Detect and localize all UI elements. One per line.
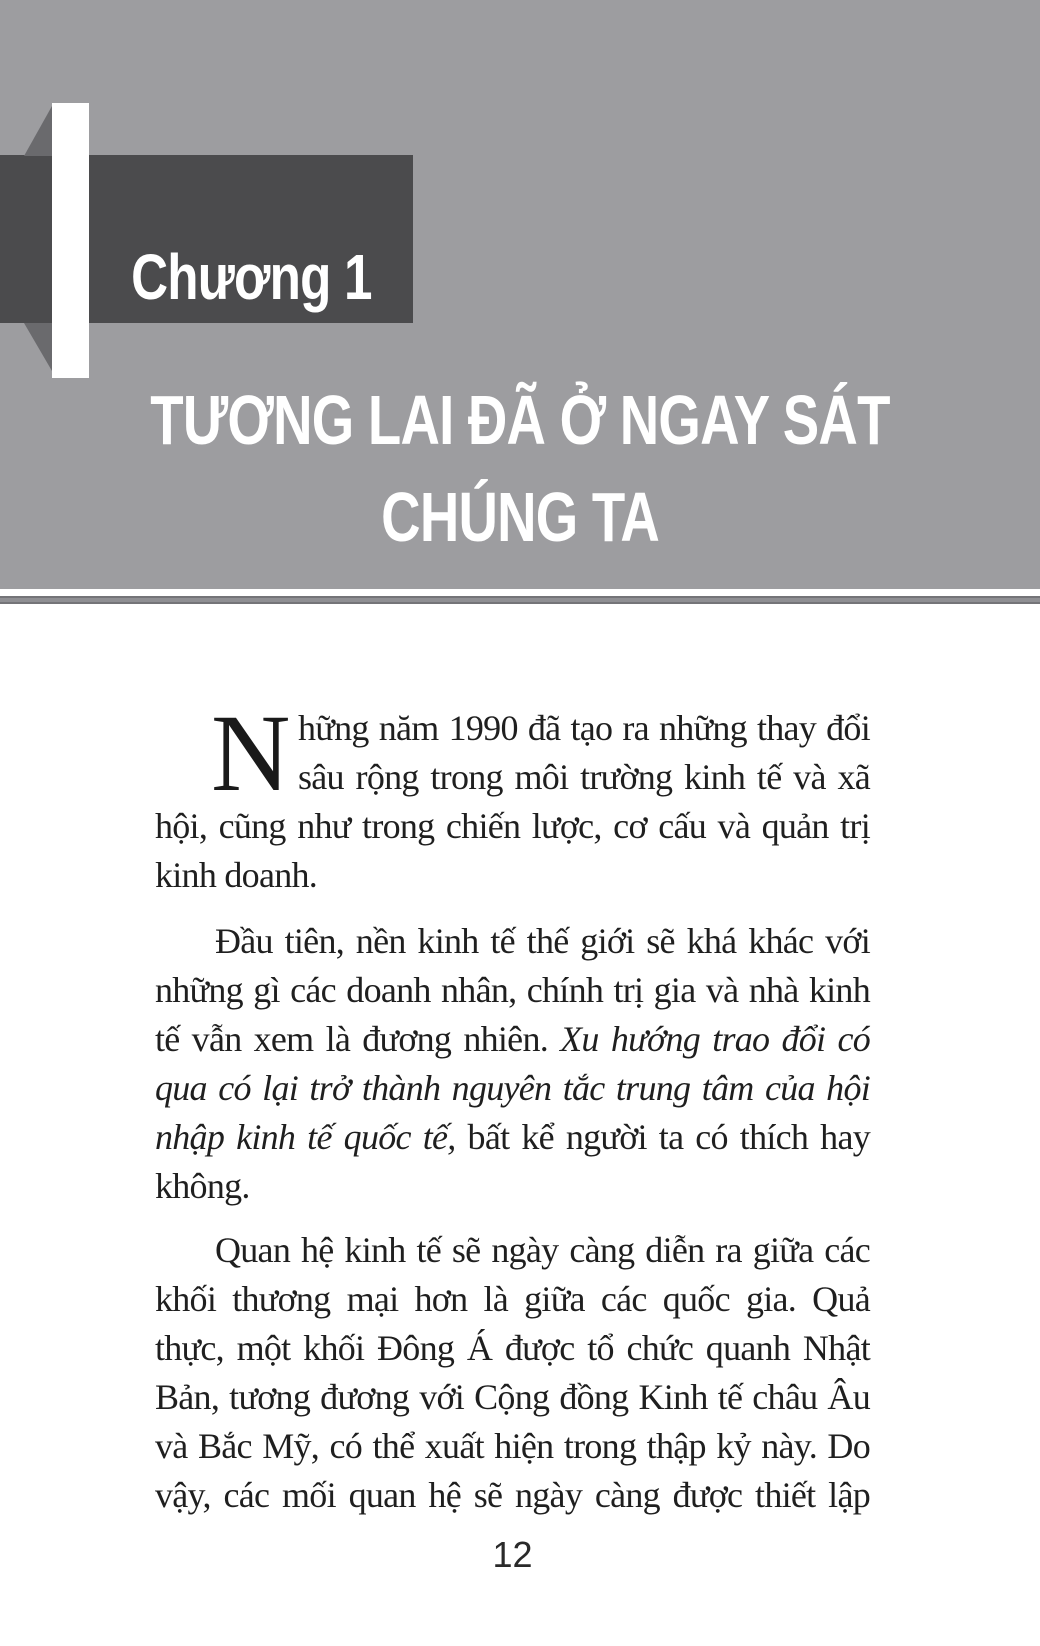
paragraph-2-regular-start: Đầu tiên, nền kinh tế thế giới sẽ khá khác với những gì các doanh nhân, chính trị gia và nhà kinh tế vẫn xem là đương nhiên. — [155, 921, 870, 1059]
paragraph-2-italic: Xu hướng trao đổi có qua có lại trở thành nguyên tắc trung tâm của hội nhập kinh tế quốc tế, — [155, 1019, 870, 1157]
body-text — [155, 604, 870, 1576]
paragraph-3-text: Quan hệ kinh tế sẽ ngày càng diễn ra giữa các khối thương mại hơn là giữa các quốc gia. Quả thực, một khối Đông Á được tổ chức quanh Nhật Bản, tương đương với Cộng đồng Kinh tế châu Âu và Bắc Mỹ, có thể xuất hiện trong thập kỷ này. Do vậy, các mối quan hệ sẽ ngày càng được thiết lập — [155, 1230, 870, 1515]
chapter-title — [0, 372, 1040, 566]
chapter-title-line1: TƯƠNG LAI ĐÃ Ở NGAY SÁT — [150, 381, 890, 459]
paragraph-2 — [155, 917, 870, 1211]
page-number: 12 — [492, 1534, 533, 1575]
paragraph-2-regular-end: bất kể người ta có thích hay không. — [155, 1117, 870, 1206]
paragraph-1-text: hững năm 1990 đã tạo ra những thay đổi sâu rộng trong môi trường kinh tế và xã hội, cũng như trong chiến lược, cơ cấu và quản trị kinh doanh. — [155, 708, 870, 895]
paragraph-1 — [155, 692, 870, 900]
header-divider-rule — [0, 596, 1040, 604]
chapter-title-line2: CHÚNG TA — [381, 478, 659, 556]
chapter-label — [90, 243, 413, 311]
ribbon-bar-icon — [52, 103, 89, 378]
chapter-label-text: Chương 1 — [131, 241, 372, 313]
dropcap-letter: N — [211, 692, 290, 814]
chapter-header — [0, 0, 1040, 604]
paragraph-3 — [155, 1226, 870, 1520]
